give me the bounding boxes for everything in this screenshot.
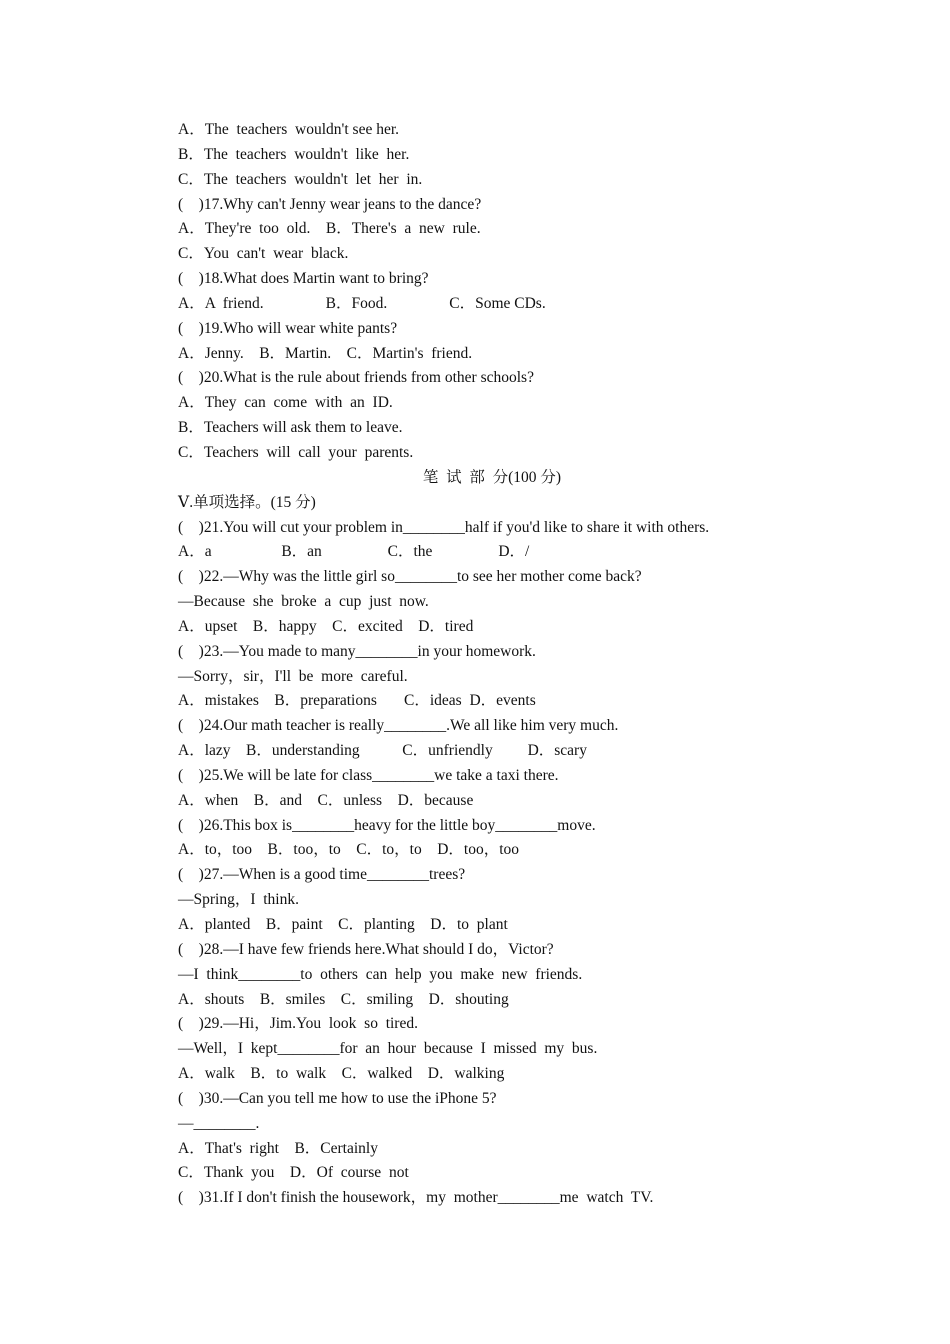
- question-26: ( )26.This box is________heavy for the little boy________move.: [178, 816, 596, 834]
- option-line: A．They're too old. B．There's a new rule.: [178, 220, 481, 238]
- question-19: ( )19.Who will wear white pants?: [178, 319, 398, 337]
- section-heading: 笔 试 部 分(100 分): [422, 468, 562, 486]
- question-20: ( )20.What is the rule about friends from other schools?: [178, 369, 534, 387]
- option-line: A．shouts B．smiles C．smiling D．shouting: [178, 990, 509, 1008]
- option-line: A．walk B．to walk C．walked D．walking: [178, 1065, 505, 1083]
- option-line: A．when B．and C．unless D．because: [178, 791, 474, 809]
- part-heading: Ⅴ.单项选择。(15 分): [178, 493, 316, 511]
- question-25: ( )25.We will be late for class________we take a taxi there.: [178, 766, 559, 784]
- dialogue-line: —Sorry，sir，I'll be more careful.: [178, 667, 408, 685]
- question-17: ( )17.Why can't Jenny wear jeans to the dance?: [178, 195, 482, 213]
- option-line: A．The teachers wouldn't see her.: [178, 121, 400, 138]
- option-line: B．The teachers wouldn't like her.: [178, 145, 410, 163]
- question-27: ( )27.—When is a good time________trees?: [178, 866, 466, 884]
- option-line: C．Teachers will call your parents.: [178, 443, 414, 461]
- option-line: A．lazy B．understanding C．unfriendly D．scary: [178, 742, 587, 760]
- question-21: ( )21.You will cut your problem in________half if you'd like to share it with others.: [178, 518, 710, 536]
- option-line: A．A friend. B．Food. C．Some CDs.: [178, 294, 546, 312]
- option-line: A．That's right B．Certainly: [178, 1139, 378, 1157]
- option-line: A．planted B．paint C．planting D．to plant: [178, 916, 508, 933]
- option-line: C．You can't wear black.: [178, 245, 349, 263]
- option-line: B．Teachers will ask them to leave.: [178, 419, 403, 437]
- question-23: ( )23.—You made to many________in your homework.: [178, 642, 536, 660]
- option-line: A．to，too B．too，to C．to，to D．too，too: [178, 841, 520, 859]
- dialogue-line: —________.: [178, 1114, 260, 1132]
- option-line: A．They can come with an ID.: [178, 394, 393, 412]
- option-line: A．mistakes B．preparations C．ideas D．events: [178, 692, 536, 710]
- question-24: ( )24.Our math teacher is really________.We all like him very much.: [178, 717, 619, 735]
- option-line: A．upset B．happy C．excited D．tired: [178, 617, 474, 635]
- dialogue-line: —I think________to others can help you make new friends.: [178, 965, 583, 983]
- dialogue-line: —Well，I kept________for an hour because I missed my bus.: [178, 1040, 598, 1058]
- question-18: ( )18.What does Martin want to bring?: [178, 270, 429, 288]
- question-22: ( )22.—Why was the little girl so________to see her mother come back?: [178, 568, 642, 586]
- option-line: A．a B．an C．the D．/: [178, 543, 530, 561]
- option-line: C．Thank you D．Of course not: [178, 1164, 409, 1182]
- question-31: ( )31.If I don't finish the housework，my mother________me watch TV.: [178, 1189, 654, 1207]
- dialogue-line: —Because she broke a cup just now.: [178, 593, 429, 611]
- question-30: ( )30.—Can you tell me how to use the iPhone 5?: [178, 1089, 497, 1107]
- option-line: A．Jenny. B．Martin. C．Martin's friend.: [178, 344, 473, 362]
- question-29: ( )29.—Hi，Jim.You look so tired.: [178, 1015, 418, 1033]
- text-body: [178, 118, 798, 1211]
- dialogue-line: —Spring，I think.: [178, 891, 299, 909]
- option-line: C．The teachers wouldn't let her in.: [178, 170, 423, 188]
- question-28: ( )28.—I have few friends here.What should I do，Victor?: [178, 940, 554, 958]
